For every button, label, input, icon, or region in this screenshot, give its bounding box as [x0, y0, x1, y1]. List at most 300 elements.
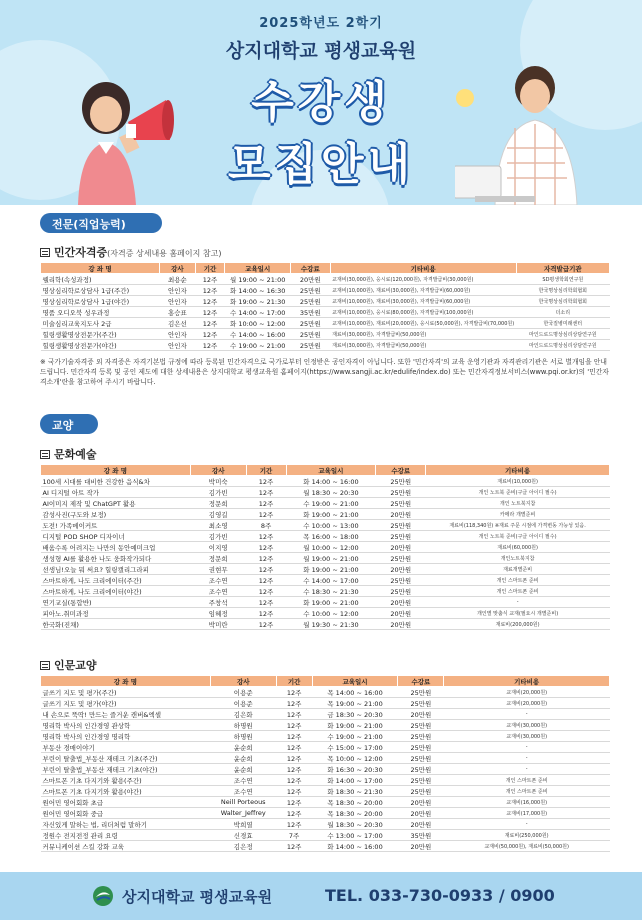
table-cell: 화 19:00 ~ 21:00 — [286, 564, 376, 575]
table-cell: 이용준 — [210, 698, 276, 709]
table-cell: 개인 노트북지참 — [426, 498, 610, 509]
table-row — [41, 531, 610, 542]
table-header-row — [41, 263, 610, 274]
table-cell: 12주 — [195, 296, 225, 307]
table-cell: 배움수록 어려지는 나만의 동안예미크업 — [41, 542, 191, 553]
table-cell: 교재비(30,000원) — [444, 720, 610, 731]
table-row — [41, 742, 610, 753]
table-cell: 20만원 — [398, 808, 444, 819]
table-cell: 화 14:00 ~ 16:00 — [312, 841, 398, 852]
table-cell: 개인 노트북 준비(구글 아이디 필수) — [426, 487, 610, 498]
table-row — [41, 709, 610, 720]
table-row — [41, 841, 610, 852]
table-cell: 한국명상심리학회협회 — [516, 296, 609, 307]
table-cell: 김은정 — [210, 841, 276, 852]
table-cell: 재료비(60,000원) — [426, 542, 610, 553]
table-cell: 자신있게 말하는 법, 리더처럼 말하기 — [41, 819, 211, 830]
table-cell: - — [444, 742, 610, 753]
table-row — [41, 318, 610, 329]
table-cell: 25만원 — [291, 329, 331, 340]
table-cell: 재료비(118,340원) ※재료 주문 시점에 가격변동 가능성 있음. — [426, 520, 610, 531]
table-cell: 12주 — [276, 786, 312, 797]
table-cell: 25만원 — [291, 340, 331, 351]
table-cell: 20만원 — [398, 819, 444, 830]
table-cell: 재료비(30,000원), 자격발급비(50,000원) — [330, 329, 516, 340]
table-row — [41, 786, 610, 797]
table-cell: 월 18:30 ~ 20:30 — [312, 819, 398, 830]
table-cell: 교재비(30,000원) — [444, 731, 610, 742]
table-cell: 윤순희 — [210, 742, 276, 753]
table-cell: 재료비(30,000원), 자격발급비(50,000원) — [330, 340, 516, 351]
table-cell: 12주 — [246, 564, 286, 575]
table-cell: 개인 스마트폰 준비 — [426, 586, 610, 597]
table-row — [41, 830, 610, 841]
table-cell: 25만원 — [376, 520, 426, 531]
column-header: 강사 — [210, 676, 276, 687]
table-cell: 교재비(20,000원) — [444, 698, 610, 709]
table-cell: 커뮤니케이션 스킬 강화 교육 — [41, 841, 211, 852]
table-cell: 화 19:00 ~ 21:00 — [286, 597, 376, 608]
column-header: 수강료 — [398, 676, 444, 687]
table-cell: 25만원 — [398, 764, 444, 775]
private-cert-disclaimer: ※ 국가기술자격증 외 자격증은 자격기본법 규정에 따라 등록된 민간자격으로 국가로부터 인정받은 공인자격이 아닙니다. 또한 '민간자격'의 교육 운영기관과 자격관리기관은 서로 별개임을 안내드립니다. 민간자격 등록 및 공인 제도에 대한 상세내용은 상지대학교 평생교육원 홈페이지(https://www.sangji.ac.kr/edulife/index.do) 또는 민간자격정보서비스(www.pqi.or.kr)의 '민간자격소개'란을 참고하여 주시기 바랍니다. — [40, 358, 609, 386]
table-cell: 이지영 — [190, 542, 246, 553]
table-cell: 조수연 — [210, 775, 276, 786]
private-cert-table — [40, 262, 610, 351]
table-cell: 교재비(20,000원) — [444, 687, 610, 698]
table-row — [41, 487, 610, 498]
table-row — [41, 775, 610, 786]
table-cell: 수 14:00 ~ 16:00 — [225, 329, 291, 340]
table-cell: 안인자 — [160, 329, 196, 340]
table-cell: 20만원 — [398, 709, 444, 720]
table-cell: 교재비(10,000원), 재료비(30,000원), 자격발급비(60,000원) — [330, 285, 516, 296]
column-header: 강사 — [190, 465, 246, 476]
footer-telephone: TEL. 033-730-0933 / 0900 — [325, 886, 555, 905]
table-cell: - — [444, 709, 610, 720]
table-cell: 스마트하게, 나도 크리에이터(주간) — [41, 575, 191, 586]
table-cell: 수 19:00 ~ 21:00 — [225, 340, 291, 351]
table-cell: 12주 — [246, 498, 286, 509]
table-cell: 스마트폰 기초 다지기와 활용(주간) — [41, 775, 211, 786]
table-cell: 20만원 — [398, 797, 444, 808]
table-cell: 스마트하게, 나도 크리에이터(야간) — [41, 586, 191, 597]
column-header: 기타비용 — [426, 465, 610, 476]
table-cell: 교재비(10,000원), 재료비(30,000원), 자격발급비(60,000원) — [330, 296, 516, 307]
table-cell: 12주 — [276, 819, 312, 830]
list-icon — [40, 248, 50, 257]
table-cell: 화 16:30 ~ 20:30 — [312, 764, 398, 775]
table-cell: 최용순 — [160, 274, 196, 285]
table-cell: 목 10:00 ~ 12:00 — [312, 753, 398, 764]
column-header: 수강료 — [376, 465, 426, 476]
table-cell: - — [444, 819, 610, 830]
column-header: 기타비용 — [330, 263, 516, 274]
table-cell: 25만원 — [398, 786, 444, 797]
table-cell: 교재비(17,000원) — [444, 808, 610, 819]
table-cell: 박미란 — [190, 619, 246, 630]
table-cell: 12주 — [246, 553, 286, 564]
table-cell: 개인 스마트폰 준비 — [444, 786, 610, 797]
main-title-line1: 수강생 — [251, 77, 391, 128]
lightbulb-icon — [456, 89, 474, 107]
table-cell: 12주 — [276, 841, 312, 852]
table-row — [41, 720, 610, 731]
column-header: 강 좌 명 — [41, 676, 211, 687]
table-cell: 조수연 — [210, 786, 276, 797]
table-cell: 부린이 탈출법_부동산 재테크 기초(주간) — [41, 753, 211, 764]
table-row — [41, 808, 610, 819]
table-cell: 12주 — [246, 597, 286, 608]
table-row — [41, 329, 610, 340]
table-cell: 안인자 — [160, 285, 196, 296]
table-cell: 12주 — [195, 329, 225, 340]
table-cell: 화 19:00 ~ 21:30 — [225, 296, 291, 307]
table-cell: 25만원 — [376, 531, 426, 542]
table-cell: 교재비(10,000원), 응시료(80,000원), 자격발급비(100,000원) — [330, 307, 516, 318]
table-cell: 명리학 박사의 인간경영 명리학 — [41, 731, 211, 742]
table-cell: 12주 — [276, 720, 312, 731]
table-cell: 김영길 — [190, 509, 246, 520]
list-icon — [40, 450, 50, 459]
private-cert-heading — [40, 244, 221, 260]
table-cell: 수 15:00 ~ 17:00 — [312, 742, 398, 753]
section-vocational-pill: 전문(직업능력) — [40, 213, 162, 233]
table-header-row — [41, 676, 610, 687]
table-row — [41, 819, 610, 830]
table-row — [41, 753, 610, 764]
table-row — [41, 340, 610, 351]
table-cell: 12주 — [246, 531, 286, 542]
table-cell: 월 18:30 ~ 20:30 — [286, 487, 376, 498]
column-header: 교육일시 — [312, 676, 398, 687]
table-cell: 명상심리학로상담사 1급(야간) — [41, 296, 160, 307]
table-cell: 힐링생활명상전문가(주간) — [41, 329, 160, 340]
table-cell: 수 19:00 ~ 21:00 — [286, 498, 376, 509]
table-row — [41, 575, 610, 586]
table-cell: Walter_Jeffrey — [210, 808, 276, 819]
table-cell: 25만원 — [376, 498, 426, 509]
table-cell: 목 16:00 ~ 18:00 — [286, 531, 376, 542]
table-cell: 화 19:00 ~ 21:00 — [286, 509, 376, 520]
table-cell: 20만원 — [398, 841, 444, 852]
table-cell: 수 19:00 ~ 21:00 — [312, 731, 398, 742]
table-cell: 화 14:00 ~ 16:30 — [225, 285, 291, 296]
table-cell: 수 10:00 ~ 12:00 — [286, 608, 376, 619]
table-cell: 김은화 — [210, 709, 276, 720]
university-title: 상지대학교 평생교육원 — [225, 40, 417, 62]
table-cell: 하명원 — [210, 720, 276, 731]
table-cell: 개인 스마트폰 준비 — [444, 775, 610, 786]
table-cell: 화 14:00 ~ 16:00 — [286, 476, 376, 487]
table-cell: 윤순희 — [210, 764, 276, 775]
table-cell: 피아노.취미과정 — [41, 608, 191, 619]
table-cell: 최소영 — [190, 520, 246, 531]
table-row — [41, 274, 610, 285]
table-cell: 12주 — [195, 340, 225, 351]
table-cell: 25만원 — [291, 318, 331, 329]
table-cell: 김가빈 — [190, 487, 246, 498]
table-cell: 명리학 박사의 인간경영 관상학 — [41, 720, 211, 731]
table-cell: 월 10:00 ~ 12:00 — [286, 542, 376, 553]
table-row — [41, 553, 610, 564]
table-cell: 수 13:00 ~ 17:00 — [312, 830, 398, 841]
table-row — [41, 285, 610, 296]
humanities-heading — [40, 657, 97, 673]
column-header: 교육일시 — [286, 465, 376, 476]
table-cell: 힐링생활명상전문가(야간) — [41, 340, 160, 351]
table-cell: 화 18:30 ~ 21:30 — [312, 786, 398, 797]
table-cell: 금 18:30 ~ 20:30 — [312, 709, 398, 720]
section-liberal-pill: 교양 — [40, 414, 98, 434]
table-cell: 개인 스마트폰 준비 — [426, 575, 610, 586]
table-cell: 25만원 — [398, 698, 444, 709]
table-cell: 교재비(16,000원) — [444, 797, 610, 808]
table-cell: - — [444, 753, 610, 764]
table-cell: 신경효 — [210, 830, 276, 841]
column-header: 강 좌 명 — [41, 263, 160, 274]
table-cell: 마인드로드명상심리상담연구원 — [516, 340, 609, 351]
table-cell: 화 14:00 ~ 17:00 — [312, 775, 398, 786]
table-cell: 교재비(50,000원), 재료비(50,000원) — [444, 841, 610, 852]
table-cell: 내 손으로 뚝딱! 만드는 즐거운 캔버&엑셀 — [41, 709, 211, 720]
table-cell: 김은선 — [160, 318, 196, 329]
table-cell: 25만원 — [376, 575, 426, 586]
table-cell: 12주 — [246, 586, 286, 597]
table-row — [41, 619, 610, 630]
table-row — [41, 542, 610, 553]
table-cell: 25만원 — [376, 586, 426, 597]
humanities-table — [40, 675, 610, 852]
table-cell: 25만원 — [398, 775, 444, 786]
table-cell: 카메라 개별준비 — [426, 509, 610, 520]
table-row — [41, 608, 610, 619]
table-cell: 12주 — [276, 742, 312, 753]
table-cell: 25만원 — [376, 553, 426, 564]
table-row — [41, 296, 610, 307]
table-cell: 감성사진(구도와 보정) — [41, 509, 191, 520]
private-cert-note: (자격증 상세내용 홈페이지 참고) — [107, 249, 222, 258]
column-header: 자격발급기관 — [516, 263, 609, 274]
table-cell: 12주 — [276, 687, 312, 698]
table-cell: 25만원 — [291, 296, 331, 307]
table-cell: 35만원 — [398, 830, 444, 841]
table-cell: 12주 — [276, 753, 312, 764]
table-cell: 25만원 — [376, 476, 426, 487]
table-cell: 재료개별준비 — [426, 564, 610, 575]
table-row — [41, 764, 610, 775]
table-row — [41, 597, 610, 608]
list-icon — [40, 661, 50, 670]
table-cell: 화 19:00 ~ 21:00 — [312, 720, 398, 731]
table-cell: 수 10:00 ~ 13:00 — [286, 520, 376, 531]
table-cell: 12주 — [246, 476, 286, 487]
humanities-title: 인문교양 — [54, 659, 97, 672]
table-cell: 글쓰기 지도 및 평가(야간) — [41, 698, 211, 709]
table-cell: 웰리학(속성과정) — [41, 274, 160, 285]
table-cell: 25만원 — [398, 720, 444, 731]
header-banner — [0, 0, 642, 205]
column-header: 기간 — [195, 263, 225, 274]
table-cell: 명상심리학로상담사 1급(주간) — [41, 285, 160, 296]
table-cell: 안인자 — [160, 296, 196, 307]
table-cell: 홍승표 — [160, 307, 196, 318]
table-cell: 글쓰기 지도 및 평가(주간) — [41, 687, 211, 698]
table-cell: 12주 — [276, 808, 312, 819]
table-row — [41, 731, 610, 742]
table-row — [41, 698, 610, 709]
culture-arts-table — [40, 464, 610, 630]
table-cell: AI이미지 제작 및 ChatGPT 활용 — [41, 498, 191, 509]
table-row — [41, 509, 610, 520]
woman-megaphone-illustration — [58, 70, 178, 205]
column-header: 강사 — [160, 263, 196, 274]
table-cell: - — [426, 597, 610, 608]
table-cell: 부린이 탈출법_부동산 재테크 기초(야간) — [41, 764, 211, 775]
table-cell: - — [444, 764, 610, 775]
table-cell: 수 14:00 ~ 17:00 — [286, 575, 376, 586]
table-cell: 생성형 AI를 활용한 나도 웅화작가되다 — [41, 553, 191, 564]
column-header: 수강료 — [291, 263, 331, 274]
table-cell: 임혜정 — [190, 608, 246, 619]
table-cell: 이용준 — [210, 687, 276, 698]
table-cell: 한국질병미래센터 — [516, 318, 609, 329]
table-cell: 재료비(250,000원) — [444, 830, 610, 841]
table-cell: 정문희 — [190, 553, 246, 564]
table-cell: 더소리 — [516, 307, 609, 318]
table-cell: Neill Porteous — [210, 797, 276, 808]
table-row — [41, 687, 610, 698]
table-cell: 12주 — [276, 698, 312, 709]
man-laptop-illustration — [455, 58, 595, 205]
table-cell: 12주 — [276, 797, 312, 808]
table-cell: 교재비(10,000원), 재료비(20,000원), 응시료(50,000원), 자격발급비(70,000원) — [330, 318, 516, 329]
table-cell: 박미숙 — [190, 476, 246, 487]
table-cell: 25만원 — [291, 285, 331, 296]
table-cell: 김가빈 — [190, 531, 246, 542]
table-cell: 12주 — [276, 764, 312, 775]
table-cell: 20만원 — [291, 274, 331, 285]
table-cell: 스마트폰 기초 다지기와 활용(야간) — [41, 786, 211, 797]
private-cert-title: 민간자격증 — [54, 246, 108, 259]
table-row — [41, 564, 610, 575]
table-cell: 정원수 전지전정 관리 요령 — [41, 830, 211, 841]
table-cell: 12주 — [246, 542, 286, 553]
table-cell: 원어민 영어회화 중급 — [41, 808, 211, 819]
table-cell: 목 14:00 ~ 16:00 — [312, 687, 398, 698]
table-cell: 12주 — [195, 274, 225, 285]
table-cell: 재료비(10,000원) — [426, 476, 610, 487]
table-cell: 정문희 — [190, 498, 246, 509]
table-cell: 마인드로드명상심리상담연구원 — [516, 329, 609, 340]
table-cell: 20만원 — [376, 564, 426, 575]
table-cell: 명품 오디오북 성우과정 — [41, 307, 160, 318]
table-cell: 도전! 가족메이커트 — [41, 520, 191, 531]
table-row — [41, 797, 610, 808]
table-cell: 연기교실(통합반) — [41, 597, 191, 608]
university-logo-icon — [92, 885, 114, 907]
table-cell: 디지털 POD SHOP 디자이너 — [41, 531, 191, 542]
table-cell: 윤순희 — [210, 753, 276, 764]
main-title-line2: 모집안내 — [227, 139, 414, 190]
table-cell: 안인자 — [160, 340, 196, 351]
table-cell: 원어민 영어회화 초급 — [41, 797, 211, 808]
table-row — [41, 476, 610, 487]
table-row — [41, 307, 610, 318]
table-cell: 목 18:30 ~ 20:00 — [312, 808, 398, 819]
table-cell: 주창석 — [190, 597, 246, 608]
table-cell: 35만원 — [291, 307, 331, 318]
table-cell: 12주 — [276, 709, 312, 720]
table-row — [41, 586, 610, 597]
table-cell: 20만원 — [376, 597, 426, 608]
semester-label: 2025학년도 2학기 — [259, 16, 383, 31]
table-cell: 12주 — [246, 608, 286, 619]
table-cell: 100세 시대를 대비한 건강한 음식&차 — [41, 476, 191, 487]
table-cell: 교재비(30,000원), 응시료(120,000원), 자격발급비(30,000원) — [330, 274, 516, 285]
table-cell: 7주 — [276, 830, 312, 841]
table-cell: 25만원 — [398, 742, 444, 753]
culture-arts-heading — [40, 446, 97, 462]
table-cell: 월 19:30 ~ 21:30 — [286, 619, 376, 630]
table-cell: 박희열 — [210, 819, 276, 830]
table-cell: 한국화(진채) — [41, 619, 191, 630]
table-cell: 재료비(200,000원) — [426, 619, 610, 630]
table-cell: 개인별 맞춤식 교재(필요시 개별준비) — [426, 608, 610, 619]
table-cell: 20만원 — [376, 608, 426, 619]
table-cell: 20만원 — [376, 509, 426, 520]
table-cell: 목 19:00 ~ 21:00 — [312, 698, 398, 709]
footer-bar — [0, 872, 642, 920]
table-cell: 권현무 — [190, 564, 246, 575]
table-cell: AI 디지털 아트 작가 — [41, 487, 191, 498]
table-cell: 화 10:00 ~ 12:00 — [225, 318, 291, 329]
column-header: 기타비용 — [444, 676, 610, 687]
table-cell: 12주 — [195, 318, 225, 329]
culture-arts-title: 문화예술 — [54, 448, 97, 461]
table-cell: 개인 노트북 준비(구글 아이디 필수) — [426, 531, 610, 542]
table-cell: 12주 — [246, 487, 286, 498]
table-cell: 25만원 — [376, 487, 426, 498]
table-cell: 25만원 — [398, 731, 444, 742]
table-cell: 미술심리교육지도사 2급 — [41, 318, 160, 329]
table-cell: 12주 — [195, 285, 225, 296]
table-cell: 12주 — [246, 509, 286, 520]
column-header: 기간 — [276, 676, 312, 687]
table-cell: 부동산 경매이야기 — [41, 742, 211, 753]
table-cell: 25만원 — [398, 687, 444, 698]
table-cell: 선생님!오늘 뭐 써요? 힐링캘리그라피 — [41, 564, 191, 575]
footer-university-name: 상지대학교 평생교육원 — [122, 888, 273, 906]
table-cell: 한국명상심리학회협회 — [516, 285, 609, 296]
table-cell: 조수연 — [190, 575, 246, 586]
column-header: 기간 — [246, 465, 286, 476]
table-header-row — [41, 465, 610, 476]
table-row — [41, 520, 610, 531]
table-cell: 12주 — [276, 775, 312, 786]
table-cell: 월 19:00 ~ 21:00 — [225, 274, 291, 285]
table-cell: 수 14:00 ~ 17:00 — [225, 307, 291, 318]
table-cell: 12주 — [195, 307, 225, 318]
table-row — [41, 498, 610, 509]
table-cell: 월 19:00 ~ 21:00 — [286, 553, 376, 564]
table-cell: 12주 — [246, 575, 286, 586]
table-cell: 하명원 — [210, 731, 276, 742]
table-cell: 조수연 — [190, 586, 246, 597]
column-header: 교육일시 — [225, 263, 291, 274]
table-cell: 12주 — [246, 619, 286, 630]
table-cell: 수 18:30 ~ 21:30 — [286, 586, 376, 597]
